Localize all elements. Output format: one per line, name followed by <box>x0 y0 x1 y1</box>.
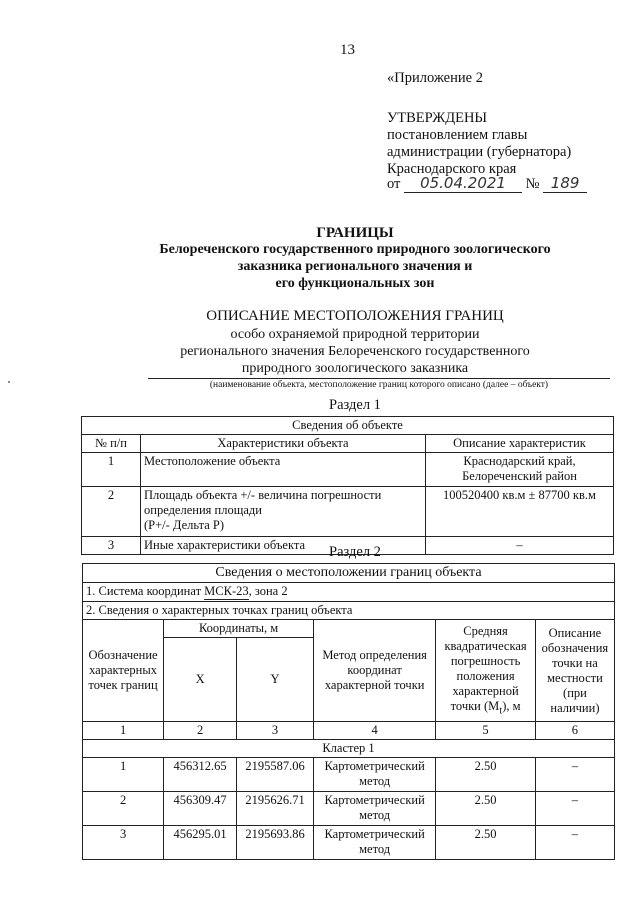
title-line-3: его функциональных зон <box>275 276 435 291</box>
title-heading: ГРАНИЦЫ <box>316 225 394 241</box>
point-number: 1 <box>83 758 164 792</box>
table-row <box>83 758 615 792</box>
point-desc: – <box>535 792 614 826</box>
description-note: (наименование объекта, местоположение границ которого описано (далее – объект) <box>209 380 549 390</box>
point-method: Картометрический метод <box>314 792 436 826</box>
page-number: 13 <box>340 42 355 58</box>
approval-line-3: Краснодарского края <box>387 161 517 177</box>
point-number: 2 <box>83 792 164 826</box>
row-name-line-1: Площадь объекта +/- величина погрешности <box>144 488 382 502</box>
point-error: 2.50 <box>436 758 536 792</box>
col-number: 1 <box>83 722 164 740</box>
col-header-x: X <box>164 638 237 722</box>
coordinate-system-name: МСК-23 <box>204 584 249 598</box>
description-line-2: регионального значения Белореченского государственного <box>180 344 530 359</box>
point-y: 2195587.06 <box>237 758 314 792</box>
cluster-label: Кластер 1 <box>83 740 615 758</box>
row-number: 1 <box>82 453 141 487</box>
row-number: 2 <box>82 487 141 537</box>
row-value-line-2: Белореченский район <box>462 469 577 483</box>
section1-caption: Сведения об объекте <box>82 417 614 435</box>
appendix-label: «Приложение 2 <box>387 70 483 86</box>
point-desc: – <box>535 758 614 792</box>
approval-line-2: администрации (губернатора) <box>387 144 572 160</box>
table-row <box>83 826 615 860</box>
row-value-line-1: Краснодарский край, <box>463 454 576 468</box>
col-header-error: Средняя квадратическая погрешность положения характерной точки $(M_t)$, м <box>436 620 536 722</box>
col-header-description: Описание характеристик <box>426 435 614 453</box>
point-method: Картометрический метод <box>314 758 436 792</box>
section1-table <box>81 416 614 555</box>
section1-title: Раздел 1 <box>329 397 381 413</box>
row-name: Местоположение объекта <box>141 453 426 487</box>
col-number: 3 <box>237 722 314 740</box>
col-header-y: Y <box>237 638 314 722</box>
col-header-number: № п/п <box>82 435 141 453</box>
table-row <box>83 792 615 826</box>
section2-table <box>82 563 615 860</box>
column-number-row <box>83 722 615 740</box>
description-line-1: особо охраняемой природной территории <box>230 327 480 342</box>
col-number: 4 <box>314 722 436 740</box>
approved-label: УТВЕРЖДЕНЫ <box>387 110 488 126</box>
title-line-2: заказника регионального значения и <box>237 259 473 274</box>
section2-caption: Сведения о местоположении границ объекта <box>83 564 615 583</box>
from-label: от <box>387 176 401 192</box>
row-value: – <box>426 537 614 555</box>
points-title: 2. Сведения о характерных точках границ объекта <box>83 602 615 620</box>
row-name <box>141 487 426 537</box>
point-x: 456295.01 <box>164 826 237 860</box>
coordinate-system: 1. Система координат МСК-23, зона 2 <box>83 583 615 602</box>
row-value <box>426 453 614 487</box>
row-name: Иные характеристики объекта <box>141 537 426 555</box>
col-header-characteristic: Характеристики объекта <box>141 435 426 453</box>
approval-line-1: постановлением главы <box>387 127 528 143</box>
row-name-line-3: (Р+/- Дельта Р) <box>144 518 225 532</box>
point-error: 2.50 <box>436 826 536 860</box>
scan-speck <box>8 381 10 383</box>
title-line-1: Белореченского государственного природного зоологического <box>159 242 551 257</box>
approval-date-line <box>387 175 587 193</box>
point-x: 456309.47 <box>164 792 237 826</box>
approval-number: 189 <box>543 175 587 193</box>
approval-date: 05.04.2021 <box>404 175 522 193</box>
col-header-coords: Координаты, м <box>164 620 314 638</box>
col-number: 6 <box>535 722 614 740</box>
row-value: 100520400 кв.м ± 87700 кв.м <box>426 487 614 537</box>
col-header-method: Метод определения координат характерной точки <box>314 620 436 722</box>
col-header-desc: Описание обозначения точки на местности (при наличии) <box>535 620 614 722</box>
section1-header-row <box>82 435 614 453</box>
point-y: 2195693.86 <box>237 826 314 860</box>
row-name-line-2: определения площади <box>144 503 262 517</box>
description-heading: ОПИСАНИЕ МЕСТОПОЛОЖЕНИЯ ГРАНИЦ <box>206 308 504 324</box>
point-desc: – <box>535 826 614 860</box>
point-error: 2.50 <box>436 792 536 826</box>
col-header-designation: Обозначение характерных точек границ <box>83 620 164 722</box>
table-row <box>82 487 614 537</box>
table-row <box>82 453 614 487</box>
section2-title: Раздел 2 <box>329 544 381 560</box>
point-method: Картометрический метод <box>314 826 436 860</box>
col-number: 5 <box>436 722 536 740</box>
point-x: 456312.65 <box>164 758 237 792</box>
col-number: 2 <box>164 722 237 740</box>
description-underline <box>148 378 610 379</box>
point-y: 2195626.71 <box>237 792 314 826</box>
number-label: № <box>525 176 540 192</box>
point-number: 3 <box>83 826 164 860</box>
row-number: 3 <box>82 537 141 555</box>
section2-header-row <box>83 620 615 638</box>
description-line-3: природного зоологического заказника <box>241 361 469 376</box>
